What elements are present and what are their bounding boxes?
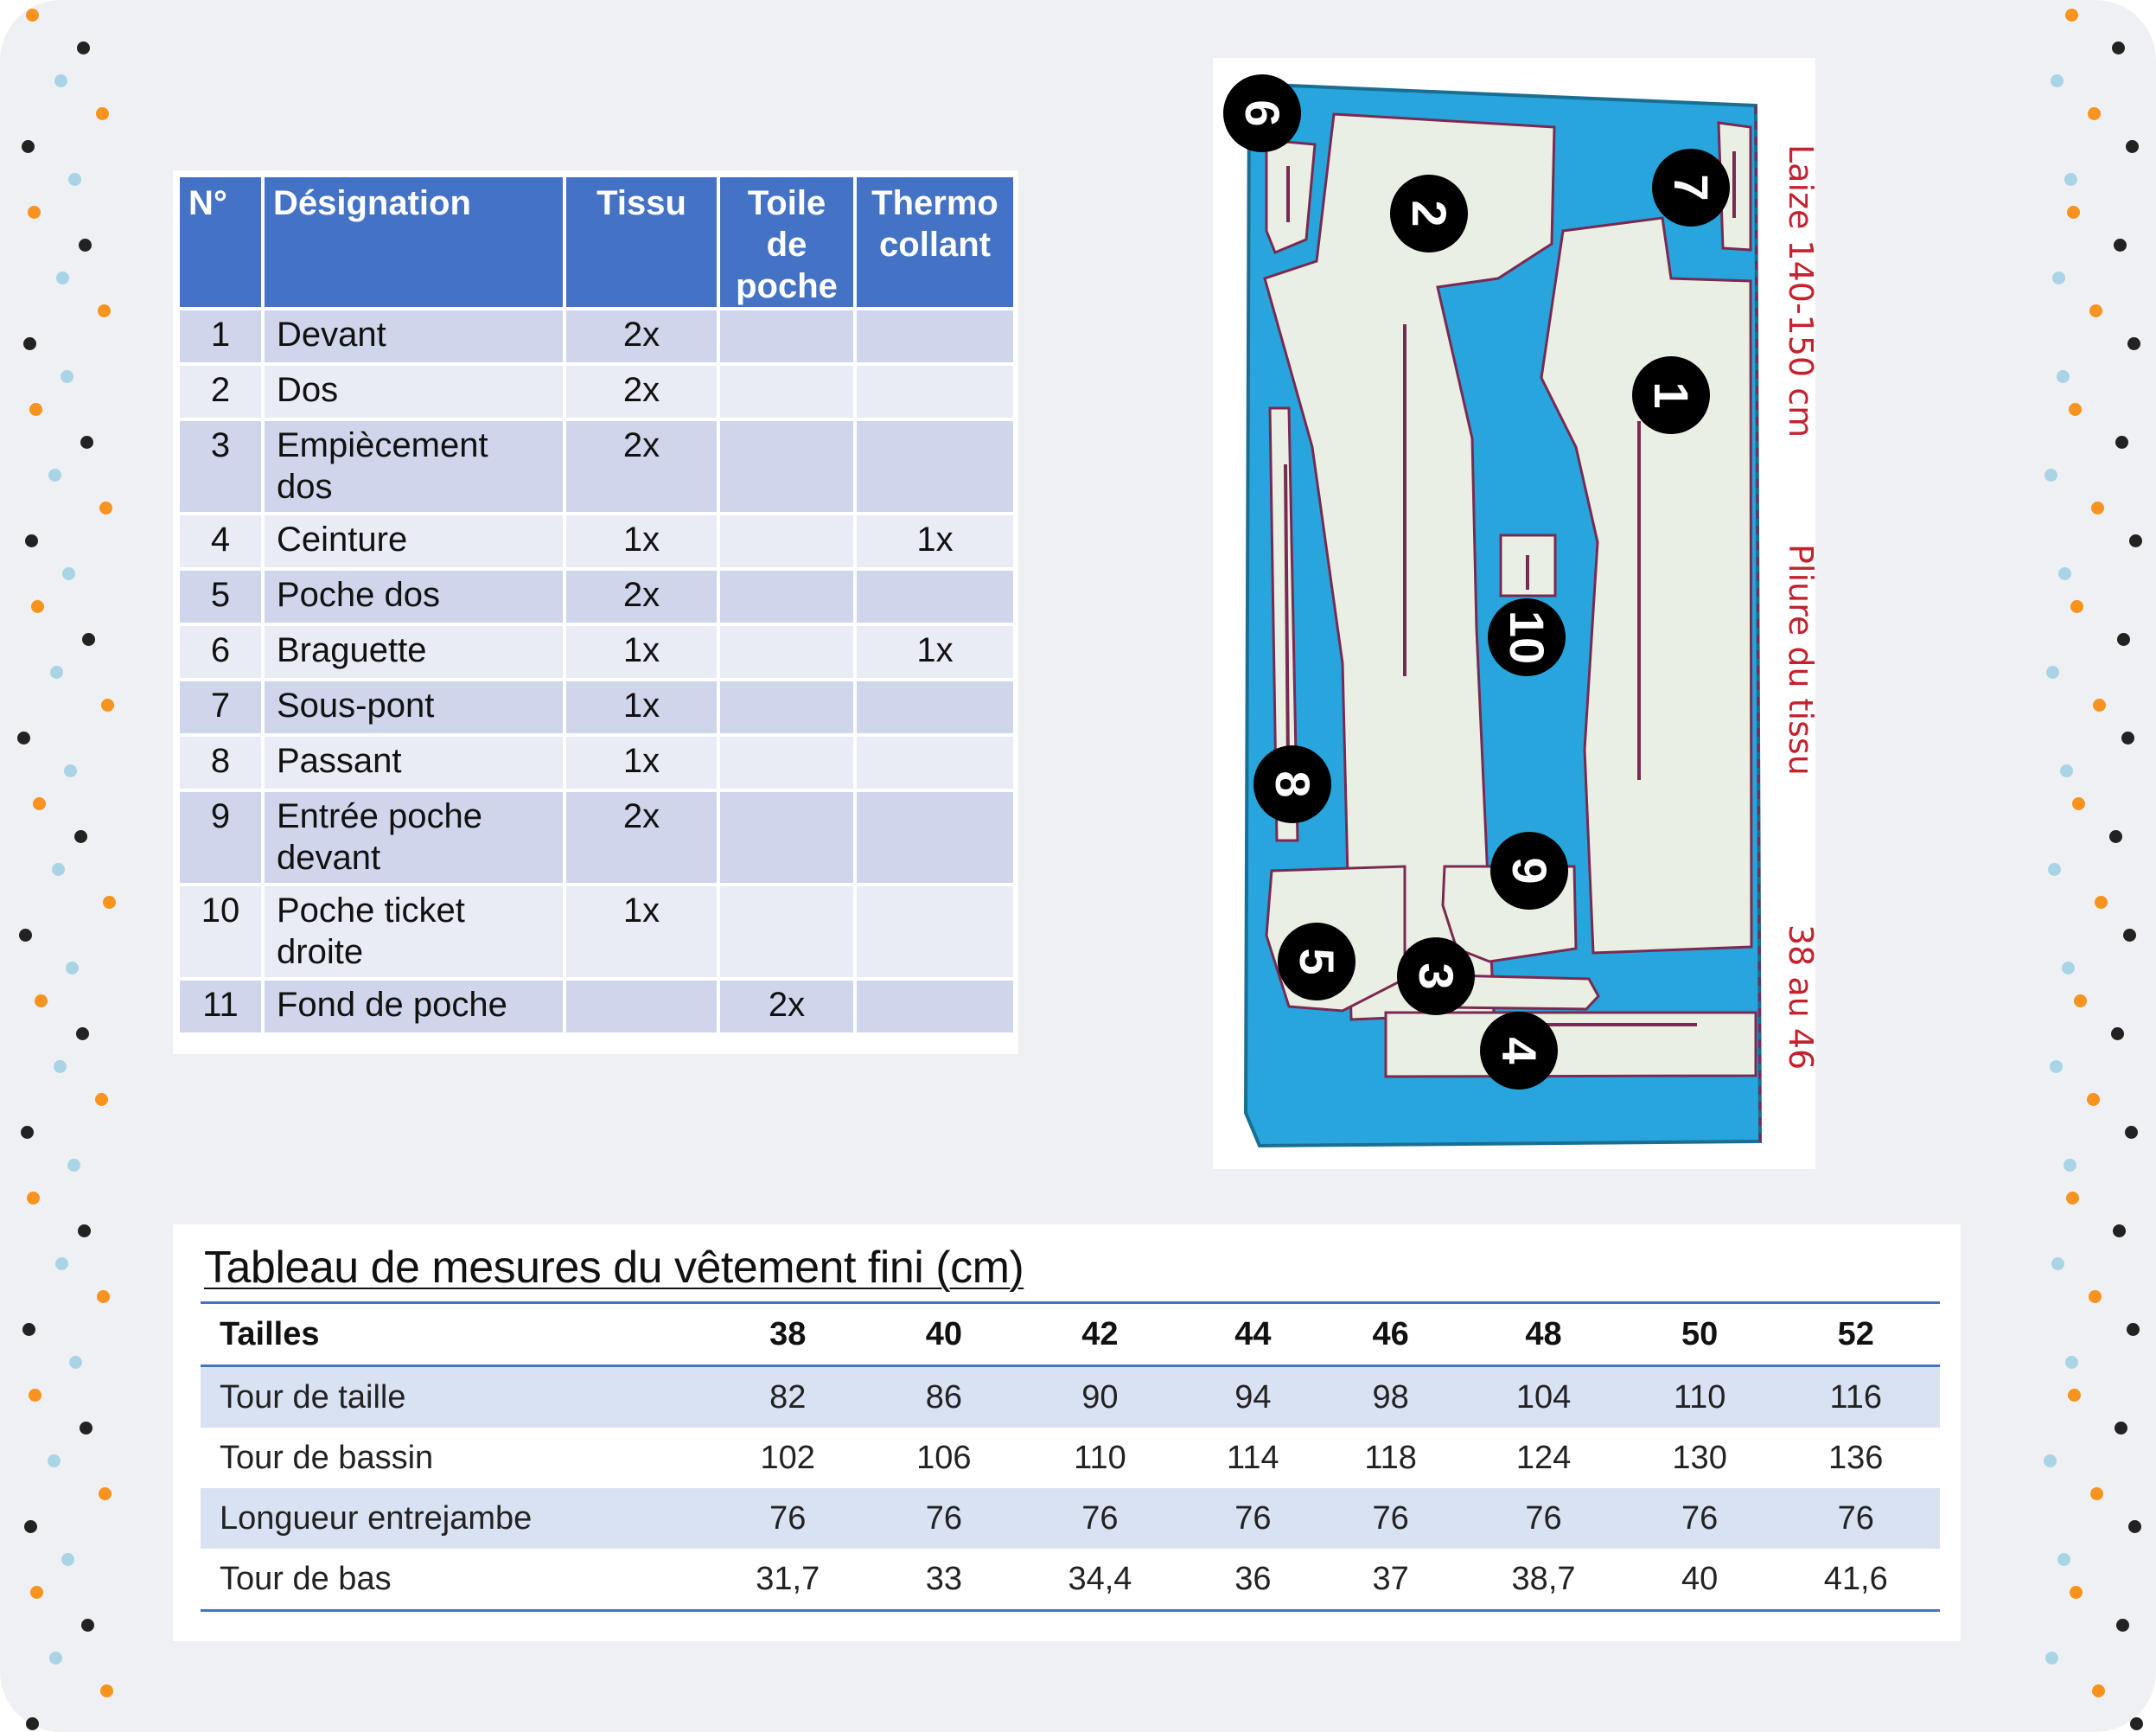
header-size: 50 (1628, 1303, 1772, 1366)
cell-tissu: 1x (566, 737, 717, 789)
cell-designation: Sous-pont (265, 681, 563, 733)
pieces-header-row (180, 177, 1013, 307)
svg-text:10: 10 (1500, 610, 1554, 665)
header-size: 42 (1016, 1303, 1183, 1366)
piece-number-badge (1632, 356, 1710, 434)
decorative-dot (2089, 304, 2102, 317)
decorative-dot (26, 1717, 39, 1730)
cell-thermo-collant: 1x (857, 515, 1013, 567)
decorative-dot (2068, 1389, 2081, 1402)
decorative-dot (2051, 74, 2064, 87)
svg-text:Pliure du tissu: Pliure du tissu (1782, 544, 1820, 776)
decorative-dot (2064, 173, 2077, 186)
pieces-row (180, 981, 1013, 1032)
decorative-dot (52, 863, 65, 876)
cell-tissu: 2x (566, 310, 717, 362)
decorative-dot (2057, 1553, 2070, 1566)
piece-number-badge (1397, 937, 1475, 1015)
decorative-dot (2126, 140, 2139, 153)
svg-text:9: 9 (1502, 857, 1557, 885)
decorative-dot (61, 370, 73, 383)
header-designation: Désignation (265, 177, 563, 307)
pieces-row (180, 792, 1013, 883)
decorative-dot (2111, 1027, 2124, 1040)
decorative-dot (50, 666, 63, 679)
measure-value: 102 (760, 1439, 815, 1476)
svg-text:6: 6 (1235, 99, 1290, 127)
measure-value: 34,4 (1068, 1560, 1132, 1597)
cell-tissu: 2x (566, 366, 717, 418)
decorative-dot (2052, 272, 2065, 284)
decorative-dot (2051, 1257, 2064, 1270)
decorative-dot (2072, 797, 2085, 810)
cell-tissu: 2x (566, 792, 717, 883)
decorative-dot (2113, 1224, 2126, 1237)
label-pliure (1782, 544, 1820, 776)
svg-text:1: 1 (1644, 381, 1699, 409)
decorative-dot (2121, 732, 2134, 745)
decorative-dot (56, 272, 69, 284)
decorative-dot (99, 502, 112, 514)
decorative-dot (100, 1684, 113, 1697)
decorative-dot (29, 403, 42, 416)
svg-text:7: 7 (1664, 174, 1719, 201)
svg-text:Laize 140-150 cm: Laize 140-150 cm (1782, 144, 1820, 438)
decorative-dot (2125, 1126, 2138, 1139)
decorative-dot (2087, 1093, 2100, 1106)
measure-value: 106 (916, 1439, 972, 1476)
cell-num: 7 (180, 681, 261, 733)
measure-value: 110 (1074, 1439, 1126, 1476)
piece-number-badge (1480, 1012, 1558, 1090)
pieces-row (180, 310, 1013, 362)
pieces-row (180, 626, 1013, 678)
decorative-dot (30, 1586, 43, 1599)
piece-number-badge (1490, 832, 1568, 910)
decorative-dot (103, 896, 116, 909)
cell-thermo-collant (857, 681, 1013, 733)
decorative-dot (2057, 370, 2070, 383)
decorative-dot (2112, 42, 2125, 54)
decorative-dot (97, 1290, 110, 1303)
cell-thermo-collant (857, 571, 1013, 623)
decorative-dot (19, 929, 32, 942)
measure-value: 33 (925, 1560, 962, 1597)
decorative-dot (78, 1224, 91, 1237)
pieces-table (176, 174, 1017, 1036)
decorative-dot (62, 567, 75, 580)
decorative-dot (2044, 469, 2057, 482)
cell-tissu: 1x (566, 515, 717, 567)
measures-row (201, 1549, 1940, 1611)
decorative-dot (82, 633, 95, 646)
decorative-dot (2127, 337, 2140, 350)
measure-value: 98 (1322, 1366, 1459, 1428)
measure-value: 37 (1372, 1560, 1409, 1597)
cell-tissu: 2x (566, 421, 717, 512)
measures-card (173, 1224, 1961, 1641)
decorative-dot (76, 1027, 89, 1040)
decorative-dot (28, 206, 41, 219)
decorative-dot (26, 9, 39, 22)
decorative-dot (80, 1422, 92, 1435)
measure-value: 114 (1227, 1439, 1279, 1476)
decorative-dot (2109, 830, 2122, 843)
pieces-row (180, 571, 1013, 623)
measure-label: Tour de taille (201, 1366, 704, 1428)
measure-value: 124 (1515, 1439, 1572, 1476)
decorative-dot (99, 1487, 112, 1500)
decorative-dot (23, 337, 36, 350)
header-size: 46 (1322, 1303, 1459, 1366)
measures-row (201, 1366, 1940, 1428)
measure-value: 82 (704, 1366, 871, 1428)
decorative-dot (22, 1323, 35, 1336)
cell-designation: Fond de poche (265, 981, 563, 1032)
decorative-dot (66, 962, 79, 975)
decorative-dot (33, 797, 46, 810)
cell-num: 5 (180, 571, 261, 623)
header-size: 38 (704, 1303, 871, 1366)
header-size: 40 (871, 1303, 1016, 1366)
piece-ceinture (1386, 1013, 1756, 1077)
cell-num: 8 (180, 737, 261, 789)
piece-number-badge (1390, 175, 1468, 252)
decorative-dot (2115, 1422, 2127, 1435)
svg-text:5: 5 (1290, 948, 1344, 975)
decorative-dot (2095, 896, 2108, 909)
piece-number-badge (1652, 149, 1730, 227)
cell-designation: Ceinture (265, 515, 563, 567)
header-tailles: Tailles (201, 1303, 704, 1366)
decorative-dot (68, 173, 81, 186)
cell-num: 11 (180, 981, 261, 1032)
cell-num: 1 (180, 310, 261, 362)
piece-number-badge (1278, 923, 1355, 1000)
cutting-layout (1213, 58, 1820, 1169)
cell-toile-de-poche: 2x (720, 981, 853, 1032)
decorative-dot (2089, 1290, 2102, 1303)
decorative-dot (2065, 9, 2078, 22)
decorative-dot (2070, 600, 2083, 613)
decorative-dot (81, 1619, 94, 1632)
measure-value: 36 (1234, 1560, 1272, 1597)
decorative-dot (48, 469, 61, 482)
cell-thermo-collant (857, 737, 1013, 789)
cell-thermo-collant (857, 366, 1013, 418)
decorative-dot (35, 994, 48, 1007)
decorative-dot (2123, 929, 2136, 942)
decorative-dots-right (2026, 0, 2156, 1732)
cell-thermo-collant: 1x (857, 626, 1013, 678)
decorative-dot (101, 699, 114, 712)
decorative-dot (2046, 666, 2059, 679)
decorative-dot (2070, 1586, 2083, 1599)
measure-label: Tour de bas (220, 1560, 392, 1597)
decorative-dot (2092, 1684, 2105, 1697)
cell-tissu: 1x (566, 886, 717, 977)
decorative-dot (2088, 107, 2101, 120)
measure-value: 110 (1628, 1366, 1772, 1428)
decorative-dot (2117, 633, 2130, 646)
cell-designation: Devant (265, 310, 563, 362)
decorative-dot (2050, 1060, 2063, 1073)
svg-text:2: 2 (1402, 200, 1457, 227)
decorative-dot (2048, 863, 2061, 876)
header-size: 48 (1459, 1303, 1627, 1366)
header-toile-de-poche: Toile de poche (720, 177, 853, 307)
piece-number-badge (1223, 74, 1301, 152)
decorative-dot (2093, 699, 2106, 712)
cell-num: 3 (180, 421, 261, 512)
decorative-dot (22, 140, 35, 153)
decorative-dot (69, 1356, 82, 1369)
decorative-dot (98, 304, 111, 317)
cell-designation: Dos (265, 366, 563, 418)
piece-number-badge (1253, 745, 1331, 823)
decorative-dot (79, 239, 92, 252)
cell-toile-de-poche (720, 366, 853, 418)
measure-value: 116 (1771, 1366, 1940, 1428)
cell-toile-de-poche (720, 421, 853, 512)
decorative-dot (21, 1126, 34, 1139)
decorative-dot (2115, 436, 2128, 449)
decorative-dot (2128, 1520, 2141, 1533)
cell-num: 6 (180, 626, 261, 678)
label-sizes (1782, 924, 1820, 1070)
svg-text:8: 8 (1266, 770, 1320, 798)
cell-toile-de-poche (720, 792, 853, 883)
decorative-dot (95, 1093, 108, 1106)
header-size: 52 (1771, 1303, 1940, 1366)
pieces-table-card (173, 170, 1018, 1054)
svg-text:3: 3 (1409, 962, 1464, 990)
decorative-dot (55, 1257, 68, 1270)
decorative-dot (2064, 1159, 2076, 1172)
measure-value: 76 (1322, 1488, 1459, 1549)
measure-value: 38,7 (1511, 1560, 1576, 1597)
cell-toile-de-poche (720, 737, 853, 789)
pieces-row (180, 421, 1013, 512)
measure-value: 104 (1459, 1366, 1627, 1428)
measure-value: 76 (871, 1488, 1016, 1549)
header-num: N° (180, 177, 261, 307)
decorative-dot (80, 436, 93, 449)
decorative-dot (54, 74, 67, 87)
cell-toile-de-poche (720, 626, 853, 678)
piece-number-badge (1488, 598, 1566, 676)
cell-toile-de-poche (720, 681, 853, 733)
decorative-dot (49, 1652, 62, 1665)
pieces-row (180, 515, 1013, 567)
decorative-dot (29, 1389, 41, 1402)
header-tissu: Tissu (566, 177, 717, 307)
cell-designation: Passant (265, 737, 563, 789)
decorative-dot (2060, 764, 2073, 777)
cell-toile-de-poche (720, 310, 853, 362)
decorative-dot (2045, 1652, 2058, 1665)
svg-text:38 au 46: 38 au 46 (1782, 924, 1820, 1071)
measure-value: 94 (1184, 1366, 1322, 1428)
decorative-dot (54, 1060, 67, 1073)
cell-toile-de-poche (720, 886, 853, 977)
measure-value: 118 (1364, 1439, 1417, 1476)
cell-num: 10 (180, 886, 261, 977)
cell-thermo-collant (857, 792, 1013, 883)
cell-num: 9 (180, 792, 261, 883)
decorative-dot (2067, 206, 2080, 219)
decorative-dot (2091, 502, 2104, 514)
decorative-dot (77, 42, 90, 54)
measure-value: 76 (1016, 1488, 1183, 1549)
decorative-dot (2127, 1323, 2140, 1336)
measure-value: 130 (1672, 1439, 1727, 1476)
decorative-dot (25, 534, 38, 547)
decorative-dot (2044, 1454, 2057, 1467)
measures-table (201, 1301, 1940, 1612)
svg-text:4: 4 (1492, 1037, 1547, 1064)
measure-value: 76 (1771, 1488, 1940, 1549)
cutting-layout-diagram (1213, 58, 1820, 1169)
measure-value: 76 (1184, 1488, 1322, 1549)
cell-thermo-collant (857, 310, 1013, 362)
measures-row (201, 1488, 1940, 1549)
decorative-dot (2065, 1356, 2078, 1369)
cell-tissu: 1x (566, 626, 717, 678)
measure-value: 86 (871, 1366, 1016, 1428)
cell-tissu: 1x (566, 681, 717, 733)
cell-toile-de-poche (720, 515, 853, 567)
header-size: 44 (1184, 1303, 1322, 1366)
pieces-row (180, 681, 1013, 733)
measure-value: 41,6 (1823, 1560, 1888, 1597)
header-thermo-collant: Thermo collant (857, 177, 1013, 307)
measures-header-row (201, 1303, 1940, 1366)
measure-value: 31,7 (756, 1560, 820, 1597)
cell-tissu: 2x (566, 571, 717, 623)
decorative-dot (2114, 239, 2127, 252)
measures-row (201, 1428, 1940, 1488)
cell-num: 2 (180, 366, 261, 418)
decorative-dots-left (0, 0, 130, 1732)
cell-designation: Poche ticket droite (265, 886, 563, 977)
decorative-dot (27, 1192, 40, 1205)
decorative-dot (2074, 994, 2087, 1007)
decorative-dot (67, 1159, 80, 1172)
cell-designation: Entrée poche devant (265, 792, 563, 883)
measure-value: 90 (1016, 1366, 1183, 1428)
measure-value: 76 (704, 1488, 871, 1549)
decorative-dot (2116, 1619, 2129, 1632)
decorative-dot (2066, 1192, 2079, 1205)
decorative-dot (61, 1553, 74, 1566)
decorative-dot (31, 600, 44, 613)
decorative-dot (24, 1520, 37, 1533)
cell-thermo-collant (857, 421, 1013, 512)
pieces-row (180, 886, 1013, 977)
decorative-dot (2090, 1487, 2103, 1500)
decorative-dot (64, 764, 77, 777)
decorative-dot (74, 830, 87, 843)
measure-value: 136 (1828, 1439, 1884, 1476)
decorative-dot (2062, 962, 2075, 975)
measure-value: 76 (1459, 1488, 1627, 1549)
decorative-dot (2058, 567, 2071, 580)
cell-toile-de-poche (720, 571, 853, 623)
cell-thermo-collant (857, 981, 1013, 1032)
measure-value: 40 (1681, 1560, 1719, 1597)
pieces-row (180, 737, 1013, 789)
decorative-dot (17, 732, 30, 745)
piece-braguette (1266, 140, 1315, 252)
cell-thermo-collant (857, 886, 1013, 977)
cell-designation: Braguette (265, 626, 563, 678)
cell-num: 4 (180, 515, 261, 567)
pieces-row (180, 366, 1013, 418)
measures-title: Tableau de mesures du vêtement fini (cm) (204, 1243, 1024, 1293)
measure-value: 76 (1628, 1488, 1772, 1549)
label-laize (1782, 144, 1820, 438)
decorative-dot (2069, 403, 2082, 416)
decorative-dot (2129, 534, 2142, 547)
measure-label: Longueur entrejambe (201, 1488, 704, 1549)
decorative-dot (96, 107, 109, 120)
cell-designation: Empiècement dos (265, 421, 563, 512)
cell-designation: Poche dos (265, 571, 563, 623)
decorative-dot (48, 1454, 61, 1467)
cell-tissu (566, 981, 717, 1032)
decorative-dot (2130, 1717, 2143, 1730)
measure-label: Tour de bassin (220, 1439, 434, 1476)
